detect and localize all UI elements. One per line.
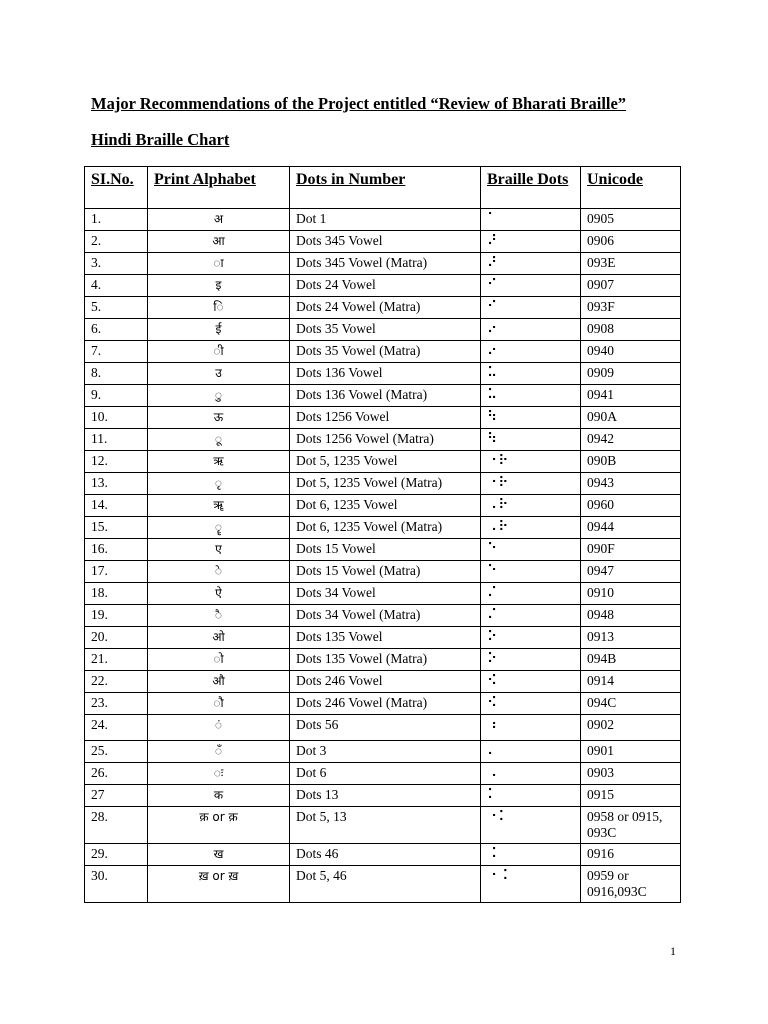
cell-sl-no: 29. — [85, 844, 148, 866]
cell-dots-in-number: Dot 5, 1235 Vowel (Matra) — [290, 473, 481, 495]
cell-print-alphabet: क़ or क़ — [148, 807, 290, 844]
cell-braille-dots: ⠁ — [481, 209, 581, 231]
cell-braille-dots: ⠨ — [481, 844, 581, 866]
cell-unicode: 0947 — [581, 561, 681, 583]
cell-print-alphabet: ओ — [148, 627, 290, 649]
cell-print-alphabet: ॄ — [148, 517, 290, 539]
table-row — [85, 319, 681, 341]
cell-print-alphabet: ु — [148, 385, 290, 407]
cell-dots-in-number: Dots 345 Vowel — [290, 231, 481, 253]
cell-sl-no: 21. — [85, 649, 148, 671]
cell-print-alphabet: ए — [148, 539, 290, 561]
table-row — [85, 649, 681, 671]
cell-sl-no: 28. — [85, 807, 148, 844]
cell-print-alphabet: ऊ — [148, 407, 290, 429]
cell-braille-dots: ⠐⠗ — [481, 451, 581, 473]
cell-sl-no: 22. — [85, 671, 148, 693]
cell-braille-dots: ⠕ — [481, 627, 581, 649]
cell-dots-in-number: Dot 5, 13 — [290, 807, 481, 844]
cell-sl-no: 23. — [85, 693, 148, 715]
cell-print-alphabet: अ — [148, 209, 290, 231]
cell-sl-no: 25. — [85, 741, 148, 763]
table-row — [85, 844, 681, 866]
cell-dots-in-number: Dot 6, 1235 Vowel (Matra) — [290, 517, 481, 539]
cell-unicode: 0903 — [581, 763, 681, 785]
braille-chart-table — [84, 166, 681, 903]
cell-print-alphabet: ा — [148, 253, 290, 275]
cell-dots-in-number: Dot 3 — [290, 741, 481, 763]
cell-sl-no: 4. — [85, 275, 148, 297]
cell-sl-no: 26. — [85, 763, 148, 785]
cell-print-alphabet: ऋ — [148, 451, 290, 473]
table-row — [85, 671, 681, 693]
cell-print-alphabet: उ — [148, 363, 290, 385]
cell-unicode: 094C — [581, 693, 681, 715]
cell-unicode: 0902 — [581, 715, 681, 741]
cell-dots-in-number: Dots 13 — [290, 785, 481, 807]
cell-unicode: 093E — [581, 253, 681, 275]
cell-print-alphabet: ख़ or ख़ — [148, 866, 290, 903]
table-row — [85, 715, 681, 741]
cell-braille-dots: ⠜ — [481, 231, 581, 253]
document-title: Major Recommendations of the Project entitled “Review of Bharati Braille” — [91, 94, 627, 113]
table-row — [85, 451, 681, 473]
cell-dots-in-number: Dots 56 — [290, 715, 481, 741]
cell-print-alphabet: ृ — [148, 473, 290, 495]
cell-braille-dots: ⠅ — [481, 785, 581, 807]
cell-braille-dots: ⠔ — [481, 319, 581, 341]
table-row — [85, 693, 681, 715]
cell-print-alphabet: ं — [148, 715, 290, 741]
cell-unicode: 0941 — [581, 385, 681, 407]
cell-dots-in-number: Dots 136 Vowel (Matra) — [290, 385, 481, 407]
cell-braille-dots: ⠳ — [481, 429, 581, 451]
cell-unicode: 0940 — [581, 341, 681, 363]
cell-unicode: 0913 — [581, 627, 681, 649]
cell-print-alphabet: ै — [148, 605, 290, 627]
cell-unicode: 0914 — [581, 671, 681, 693]
cell-unicode: 0948 — [581, 605, 681, 627]
cell-braille-dots: ⠪ — [481, 693, 581, 715]
cell-dots-in-number: Dots 34 Vowel (Matra) — [290, 605, 481, 627]
cell-unicode: 0901 — [581, 741, 681, 763]
cell-sl-no: 17. — [85, 561, 148, 583]
table-header-row — [85, 167, 681, 209]
cell-dots-in-number: Dots 34 Vowel — [290, 583, 481, 605]
table-row — [85, 785, 681, 807]
table-row — [85, 495, 681, 517]
cell-dots-in-number: Dots 246 Vowel (Matra) — [290, 693, 481, 715]
cell-dots-in-number: Dots 15 Vowel (Matra) — [290, 561, 481, 583]
cell-unicode: 0910 — [581, 583, 681, 605]
header-print-alphabet: Print Alphabet — [148, 167, 290, 209]
table-row — [85, 363, 681, 385]
cell-braille-dots: ⠌ — [481, 583, 581, 605]
cell-print-alphabet: ॠ — [148, 495, 290, 517]
table-row — [85, 539, 681, 561]
cell-braille-dots: ⠠ — [481, 763, 581, 785]
cell-print-alphabet: ी — [148, 341, 290, 363]
cell-unicode: 0942 — [581, 429, 681, 451]
cell-dots-in-number: Dots 135 Vowel (Matra) — [290, 649, 481, 671]
table-row — [85, 583, 681, 605]
cell-sl-no: 19. — [85, 605, 148, 627]
table-row — [85, 473, 681, 495]
table-row — [85, 253, 681, 275]
cell-print-alphabet: ई — [148, 319, 290, 341]
cell-braille-dots: ⠐⠨ — [481, 866, 581, 903]
cell-braille-dots: ⠕ — [481, 649, 581, 671]
cell-braille-dots: ⠐⠅ — [481, 807, 581, 844]
cell-print-alphabet: ख — [148, 844, 290, 866]
table-row — [85, 407, 681, 429]
cell-dots-in-number: Dots 1256 Vowel — [290, 407, 481, 429]
cell-sl-no: 30. — [85, 866, 148, 903]
cell-dots-in-number: Dot 1 — [290, 209, 481, 231]
cell-braille-dots: ⠠⠗ — [481, 517, 581, 539]
cell-unicode: 0909 — [581, 363, 681, 385]
table-row — [85, 561, 681, 583]
table-row — [85, 275, 681, 297]
cell-dots-in-number: Dots 35 Vowel — [290, 319, 481, 341]
cell-braille-dots: ⠥ — [481, 363, 581, 385]
cell-sl-no: 8. — [85, 363, 148, 385]
cell-print-alphabet: े — [148, 561, 290, 583]
cell-unicode: 0944 — [581, 517, 681, 539]
cell-unicode: 0943 — [581, 473, 681, 495]
cell-print-alphabet: औ — [148, 671, 290, 693]
cell-unicode: 0960 — [581, 495, 681, 517]
cell-dots-in-number: Dot 5, 1235 Vowel — [290, 451, 481, 473]
cell-unicode: 0959 or 0916,093C — [581, 866, 681, 903]
cell-sl-no: 6. — [85, 319, 148, 341]
table-row — [85, 741, 681, 763]
header-dots-in-number: Dots in Number — [290, 167, 481, 209]
cell-unicode: 093F — [581, 297, 681, 319]
table-row — [85, 517, 681, 539]
cell-unicode: 0905 — [581, 209, 681, 231]
cell-print-alphabet: ू — [148, 429, 290, 451]
cell-sl-no: 9. — [85, 385, 148, 407]
cell-braille-dots: ⠔ — [481, 341, 581, 363]
table-row — [85, 297, 681, 319]
cell-sl-no: 5. — [85, 297, 148, 319]
table-row — [85, 866, 681, 903]
cell-braille-dots: ⠜ — [481, 253, 581, 275]
cell-sl-no: 12. — [85, 451, 148, 473]
cell-braille-dots: ⠊ — [481, 275, 581, 297]
cell-dots-in-number: Dots 136 Vowel — [290, 363, 481, 385]
table-row — [85, 429, 681, 451]
cell-dots-in-number: Dots 135 Vowel — [290, 627, 481, 649]
cell-braille-dots: ⠑ — [481, 561, 581, 583]
cell-unicode: 0916 — [581, 844, 681, 866]
chart-title: Hindi Braille Chart — [91, 130, 230, 149]
cell-sl-no: 27 — [85, 785, 148, 807]
cell-braille-dots: ⠑ — [481, 539, 581, 561]
cell-dots-in-number: Dots 35 Vowel (Matra) — [290, 341, 481, 363]
cell-braille-dots: ⠠⠗ — [481, 495, 581, 517]
header-braille-dots: Braille Dots — [481, 167, 581, 209]
cell-sl-no: 14. — [85, 495, 148, 517]
cell-dots-in-number: Dots 1256 Vowel (Matra) — [290, 429, 481, 451]
table-row — [85, 341, 681, 363]
cell-sl-no: 15. — [85, 517, 148, 539]
cell-braille-dots: ⠊ — [481, 297, 581, 319]
cell-unicode: 090B — [581, 451, 681, 473]
cell-dots-in-number: Dots 46 — [290, 844, 481, 866]
table-row — [85, 627, 681, 649]
cell-print-alphabet: ऐ — [148, 583, 290, 605]
cell-dots-in-number: Dot 6, 1235 Vowel — [290, 495, 481, 517]
cell-print-alphabet: ँ — [148, 741, 290, 763]
cell-sl-no: 3. — [85, 253, 148, 275]
cell-dots-in-number: Dots 24 Vowel — [290, 275, 481, 297]
cell-braille-dots: ⠄ — [481, 741, 581, 763]
table-row — [85, 807, 681, 844]
cell-sl-no: 13. — [85, 473, 148, 495]
cell-sl-no: 7. — [85, 341, 148, 363]
table-row — [85, 231, 681, 253]
cell-unicode: 0907 — [581, 275, 681, 297]
cell-print-alphabet: क — [148, 785, 290, 807]
cell-unicode: 090A — [581, 407, 681, 429]
cell-unicode: 0908 — [581, 319, 681, 341]
cell-unicode: 0906 — [581, 231, 681, 253]
cell-braille-dots: ⠳ — [481, 407, 581, 429]
cell-print-alphabet: इ — [148, 275, 290, 297]
cell-print-alphabet: ौ — [148, 693, 290, 715]
cell-print-alphabet: ो — [148, 649, 290, 671]
cell-braille-dots: ⠰ — [481, 715, 581, 741]
cell-dots-in-number: Dot 6 — [290, 763, 481, 785]
table-body — [85, 209, 681, 903]
cell-dots-in-number: Dots 246 Vowel — [290, 671, 481, 693]
table-row — [85, 605, 681, 627]
cell-unicode: 094B — [581, 649, 681, 671]
cell-unicode: 0958 or 0915, 093C — [581, 807, 681, 844]
cell-sl-no: 24. — [85, 715, 148, 741]
cell-braille-dots: ⠪ — [481, 671, 581, 693]
cell-unicode: 0915 — [581, 785, 681, 807]
cell-print-alphabet: ि — [148, 297, 290, 319]
header-unicode: Unicode — [581, 167, 681, 209]
cell-sl-no: 16. — [85, 539, 148, 561]
cell-braille-dots: ⠥ — [481, 385, 581, 407]
cell-dots-in-number: Dots 345 Vowel (Matra) — [290, 253, 481, 275]
cell-print-alphabet: ः — [148, 763, 290, 785]
table-row — [85, 385, 681, 407]
cell-dots-in-number: Dots 15 Vowel — [290, 539, 481, 561]
cell-print-alphabet: आ — [148, 231, 290, 253]
cell-sl-no: 18. — [85, 583, 148, 605]
cell-sl-no: 2. — [85, 231, 148, 253]
cell-sl-no: 11. — [85, 429, 148, 451]
cell-sl-no: 10. — [85, 407, 148, 429]
cell-sl-no: 1. — [85, 209, 148, 231]
cell-unicode: 090F — [581, 539, 681, 561]
cell-braille-dots: ⠌ — [481, 605, 581, 627]
header-sl-no: SI.No. — [85, 167, 148, 209]
cell-dots-in-number: Dot 5, 46 — [290, 866, 481, 903]
page-number: 1 — [670, 944, 676, 958]
table-row — [85, 209, 681, 231]
cell-braille-dots: ⠐⠗ — [481, 473, 581, 495]
cell-dots-in-number: Dots 24 Vowel (Matra) — [290, 297, 481, 319]
cell-sl-no: 20. — [85, 627, 148, 649]
table-row — [85, 763, 681, 785]
